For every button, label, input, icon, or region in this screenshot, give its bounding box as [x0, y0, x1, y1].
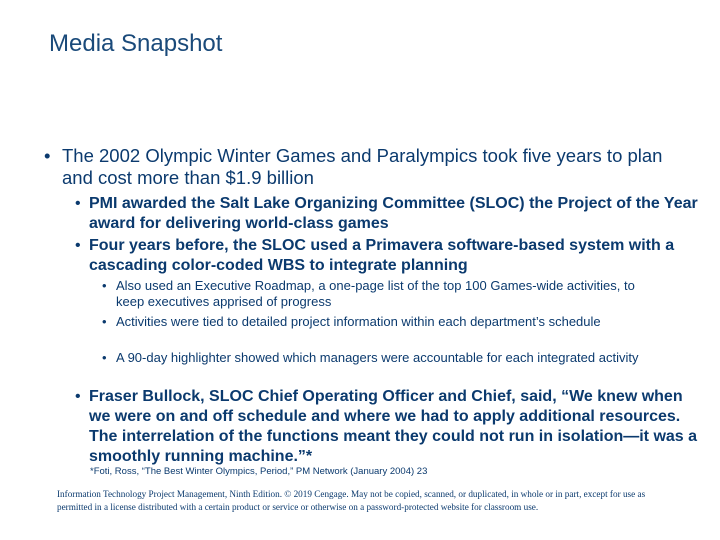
- sub-bullet: [75, 194, 705, 234]
- sub-bullet-text: PMI awarded the Salt Lake Organizing Committee (SLOC) the Project of the Year award for delivering world-class games: [89, 195, 698, 232]
- bullet-marker: •: [102, 278, 107, 293]
- slide-title: Media Snapshot: [49, 30, 223, 57]
- copyright-notice: Information Technology Project Management, Ninth Edition. © 2019 Cengage. May not be copied, scanned, or duplicated, in whole or in part, except for use as permitted in a license distributed with a certain product or service or otherwise on a password-protected website for classroom use.: [57, 489, 646, 512]
- bullet-marker: •: [75, 388, 81, 405]
- footnote: *Foti, Ross, “The Best Winter Olympics, Period,” PM Network (January 2004) 23: [90, 466, 428, 477]
- sub-sub-bullet-text: Activities were tied to detailed project information within each department’s schedule: [116, 314, 601, 329]
- sub-bullet-text: Four years before, the SLOC used a Primavera software-based system with a cascading color-coded WBS to integrate planning: [89, 237, 675, 274]
- sub-sub-bullet-text: Also used an Executive Roadmap, a one-page list of the top 100 Games-wide activities, to keep executives apprised of progress: [116, 278, 635, 309]
- bullet-marker: •: [102, 350, 107, 365]
- sub-bullet: [75, 387, 705, 467]
- sub-bullet-text: Fraser Bullock, SLOC Chief Operating Officer and Chief, said, “We knew when we were on and off schedule and where we had to apply additional resources. The interrelation of the functions meant they could not run in isolation—it was a smoothly running machine.”*: [89, 388, 698, 465]
- sub-sub-bullet: [102, 278, 662, 310]
- sub-sub-bullet: [102, 314, 662, 330]
- sub-sub-bullet: [102, 350, 662, 366]
- bullet-marker: •: [75, 237, 81, 254]
- sub-bullet: [75, 236, 705, 276]
- bullet-marker: •: [44, 145, 51, 166]
- main-bullet-text: The 2002 Olympic Winter Games and Paralympics took five years to plan and cost more than $1.9 billion: [62, 145, 663, 188]
- sub-sub-bullet-text: A 90-day highlighter showed which managers were accountable for each integrated activity: [116, 350, 639, 365]
- main-bullet: [44, 145, 684, 189]
- bullet-marker: •: [102, 314, 107, 329]
- bullet-marker: •: [75, 195, 81, 212]
